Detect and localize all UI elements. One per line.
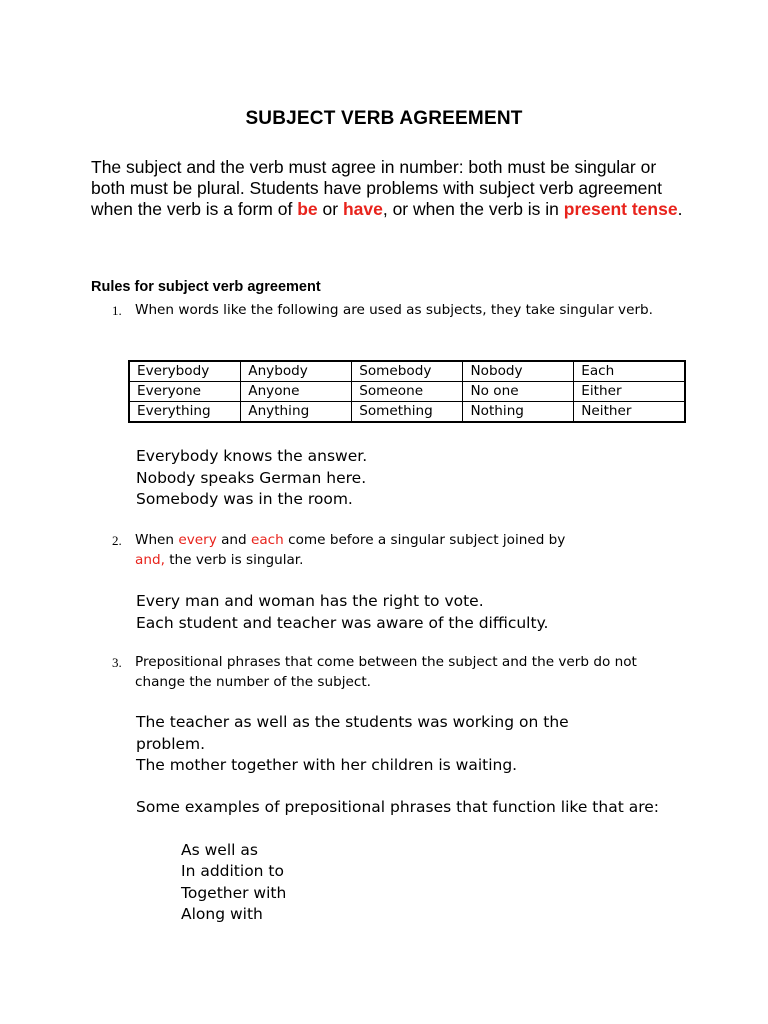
rule-text-part: When	[135, 532, 179, 548]
table-cell: Nobody	[463, 361, 574, 382]
rules-heading: Rules for subject verb agreement	[91, 279, 321, 295]
table-cell: No one	[463, 382, 574, 402]
intro-paragraph	[91, 157, 691, 220]
rule-number: 2.	[112, 533, 122, 548]
rule-text: Prepositional phrases that come between the subject and the verb do not change the number of the subject.	[135, 654, 637, 690]
rule-text-part: the verb is singular.	[164, 551, 304, 568]
example-sentence: Nobody speaks German here.	[136, 468, 367, 487]
rule-1	[112, 301, 692, 321]
table-cell: Everything	[129, 402, 241, 423]
intro-text: , or when the verb is in	[382, 199, 564, 219]
example-sentence: The teacher as well as the students was working on the problem.	[136, 713, 569, 753]
rule-3	[112, 653, 692, 692]
highlight-each: each	[250, 532, 284, 548]
table-cell: Each	[574, 361, 685, 382]
rule-text-part: and	[216, 532, 251, 548]
phrase-item: Along with	[181, 904, 263, 923]
rule-2	[112, 531, 692, 570]
highlight-have: have	[342, 199, 383, 219]
highlight-every: every	[178, 532, 217, 548]
example-sentence: Everybody knows the answer.	[136, 447, 368, 465]
rule-text-part: come before a singular subject joined by	[283, 532, 566, 548]
rule-number: 3.	[112, 655, 122, 670]
table-row	[129, 402, 685, 423]
table-cell: Anything	[241, 402, 352, 423]
table-cell: Neither	[574, 402, 685, 423]
intro-text: The subject and the verb must agree in number: both must be singular or both must be plural. Students have problems with subject verb agreement when the verb is a form of	[91, 157, 663, 219]
rule-number: 1.	[112, 303, 122, 318]
words-table-body	[129, 361, 685, 422]
rule-text	[135, 531, 595, 570]
example-sentence: The mother together with her children is waiting.	[136, 756, 518, 774]
examples-rule-2	[136, 591, 696, 634]
phrase-list	[181, 840, 286, 925]
phrases-intro: Some examples of prepositional phrases that function like that are:	[136, 798, 659, 816]
highlight-present-tense: present tense	[563, 199, 678, 219]
table-cell: Something	[352, 402, 463, 423]
phrase-item: As well as	[181, 841, 258, 859]
table-cell: Everybody	[129, 361, 241, 382]
rule-text: When words like the following are used as subjects, they take singular verb.	[135, 302, 653, 318]
table-cell: Anyone	[241, 382, 352, 402]
table-cell: Somebody	[352, 361, 463, 382]
highlight-be: be	[297, 199, 318, 219]
example-sentence: Somebody was in the room.	[136, 490, 353, 508]
table-cell: Anybody	[241, 361, 352, 382]
table-row	[129, 382, 685, 402]
example-sentence: Every man and woman has the right to vote.	[136, 592, 484, 610]
table-cell: Everyone	[129, 382, 241, 402]
table-cell: Someone	[352, 382, 463, 402]
table-row	[129, 361, 685, 382]
example-sentence: Each student and teacher was aware of the difficulty.	[136, 613, 549, 632]
intro-text: or	[317, 199, 343, 219]
table-cell: Either	[574, 382, 685, 402]
phrase-item: Together with	[181, 883, 287, 902]
words-table	[128, 360, 686, 423]
examples-rule-3	[136, 712, 626, 777]
phrase-item: In addition to	[181, 862, 284, 881]
table-cell: Nothing	[463, 402, 574, 423]
intro-text: .	[677, 199, 683, 219]
highlight-and: and,	[135, 551, 165, 568]
page-title: SUBJECT VERB AGREEMENT	[245, 108, 523, 129]
examples-rule-1	[136, 446, 696, 511]
